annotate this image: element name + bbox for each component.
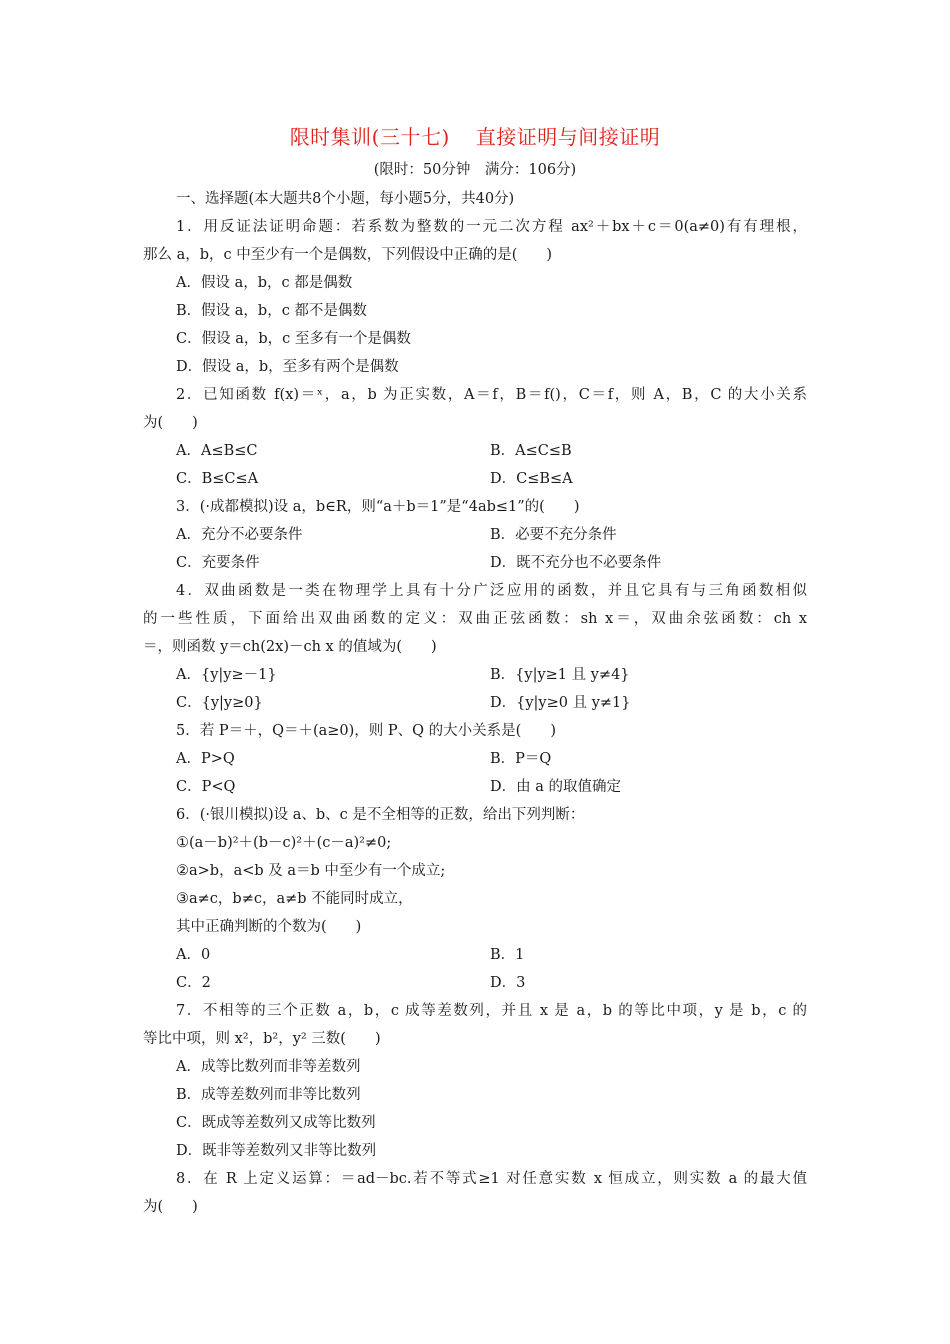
q6-option-a: A．0 — [176, 947, 211, 963]
q2-option-a: A．A≤B≤C — [176, 443, 258, 459]
q2-option-d: D．C≤B≤A — [490, 471, 573, 487]
q1-option-a: A．假设 a，b，c 都是偶数 — [176, 275, 353, 291]
q2-stem-line1: 2．已知函数 f(x)＝ˣ，a，b 为正实数，A＝f，B＝f()，C＝f，则 A，B，C 的大小关系 — [176, 387, 807, 403]
q7-stem-line1: 7．不相等的三个正数 a，b，c 成等差数列，并且 x 是 a，b 的等比中项，y 是 b，c 的 — [176, 1003, 807, 1019]
q3-option-a: A．充分不必要条件 — [176, 527, 303, 543]
q5-option-d: D．由 a 的取值确定 — [490, 779, 621, 795]
q7-option-a: A．成等比数列而非等差数列 — [176, 1059, 361, 1075]
q7-option-c: C．既成等差数列又成等比数列 — [176, 1115, 376, 1131]
q1-option-c: C．假设 a，b，c 至多有一个是偶数 — [176, 331, 411, 347]
q4-stem-line1: 4．双曲函数是一类在物理学上具有十分广泛应用的函数，并且它具有与三角函数相似 — [176, 583, 807, 599]
q6-option-c: C．2 — [176, 975, 211, 991]
q3-stem-line1: 3．(·成都模拟)设 a，b∈R，则“a＋b＝1”是“4ab≤1”的( ) — [176, 499, 580, 515]
q1-stem-line1: 1．用反证法证明命题：若系数为整数的一元二次方程 ax²＋bx＋c＝0(a≠0)有有理根， — [176, 219, 807, 235]
q4-option-b: B．{y|y≥1 且 y≠4} — [490, 667, 630, 683]
q5-option-b: B．P＝Q — [490, 751, 552, 767]
q2-option-b: B．A≤C≤B — [490, 443, 572, 459]
q5-option-c: C．P<Q — [176, 779, 236, 795]
q3-option-b: B．必要不充分条件 — [490, 527, 617, 543]
page-subtitle: (限时：50分钟 满分：106分) — [373, 162, 577, 178]
q6-statement-3: ③a≠c，b≠c，a≠b 不能同时成立， — [176, 891, 413, 907]
q5-option-a: A．P>Q — [176, 751, 235, 767]
q6-option-d: D．3 — [490, 975, 526, 991]
q4-option-d: D．{y|y≥0 且 y≠1} — [490, 695, 631, 711]
q8-stem-line2: 为( ) — [143, 1199, 198, 1215]
q2-option-c: C．B≤C≤A — [176, 471, 259, 487]
q6-stem-line1: 6．(·银川模拟)设 a、b、c 是不全相等的正数，给出下列判断： — [176, 807, 585, 823]
q1-stem-line2: 那么 a，b，c 中至少有一个是偶数，下列假设中正确的是( ) — [143, 247, 553, 263]
q7-stem-line2: 等比中项，则 x²，b²，y² 三数( ) — [143, 1031, 381, 1047]
q3-option-d: D．既不充分也不必要条件 — [490, 555, 662, 571]
q7-option-b: B．成等差数列而非等比数列 — [176, 1087, 361, 1103]
q4-stem-line3: ＝，则函数 y＝ch(2x)－ch x 的值域为( ) — [143, 639, 437, 655]
q3-option-c: C．充要条件 — [176, 555, 260, 571]
section-heading: 一、选择题(本大题共8个小题，每小题5分，共40分) — [176, 191, 515, 207]
q6-statement-2: ②a>b，a<b 及 a＝b 中至少有一个成立; — [176, 863, 446, 879]
q1-option-d: D．假设 a，b，至多有两个是偶数 — [176, 359, 399, 375]
title-main: 限时集训(三十七) — [289, 125, 450, 149]
q6-stem-line5: 其中正确判断的个数为( ) — [176, 919, 362, 935]
q2-stem-line2: 为( ) — [143, 415, 198, 431]
title-sub: 直接证明与间接证明 — [475, 125, 661, 149]
q5-stem-line1: 5．若 P＝＋，Q＝＋(a≥0)，则 P、Q 的大小关系是( ) — [176, 723, 556, 739]
q8-stem-line1: 8．在 R 上定义运算：＝ad－bc.若不等式≥1 对任意实数 x 恒成立，则实数 a 的最大值 — [176, 1171, 807, 1187]
q6-option-b: B．1 — [490, 947, 525, 963]
q7-option-d: D．既非等差数列又非等比数列 — [176, 1143, 377, 1159]
page-title — [0, 121, 950, 150]
q1-option-b: B．假设 a，b，c 都不是偶数 — [176, 303, 367, 319]
q6-statement-1: ①(a－b)²＋(b－c)²＋(c－a)²≠0; — [176, 835, 392, 851]
q4-option-a: A．{y|y≥－1} — [176, 667, 277, 683]
q4-stem-line2: 的一些性质，下面给出双曲函数的定义：双曲正弦函数：sh x＝，双曲余弦函数：ch x — [143, 611, 807, 627]
q4-option-c: C．{y|y≥0} — [176, 695, 263, 711]
